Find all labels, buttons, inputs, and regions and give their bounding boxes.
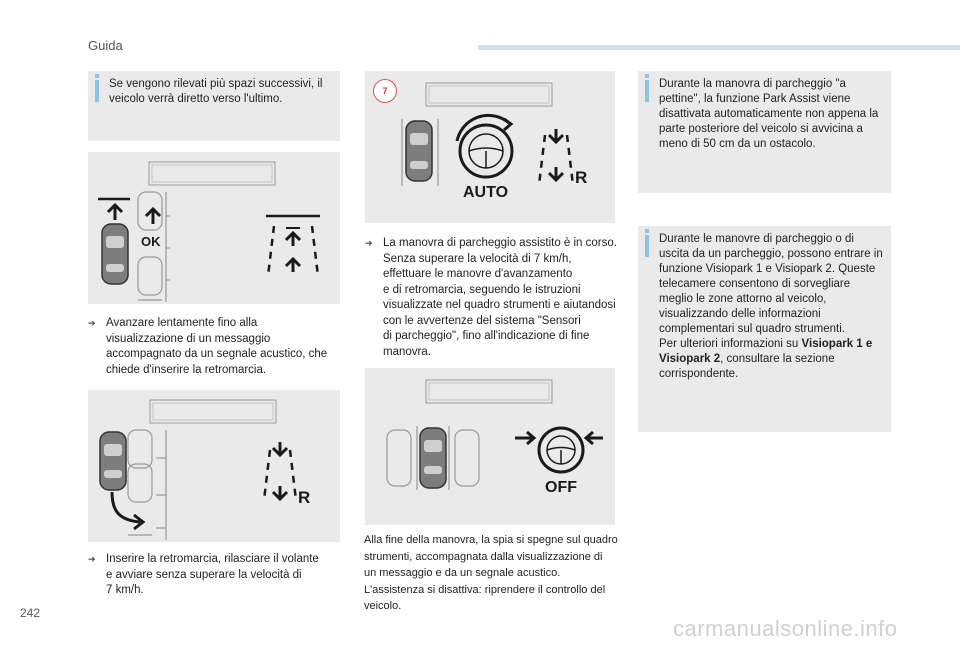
instruction-engage-reverse: ➔ Inserire la retromarcia, rilasciare il volante e avviare senza superare la velocità di 7 km/h. xyxy=(88,553,319,596)
bullet-arrow-icon: ➔ xyxy=(88,554,96,564)
info-note-multiple-spaces xyxy=(88,71,340,141)
diagram-reverse xyxy=(88,390,340,542)
instruction-maneuver-in-progress: ➔ La manovra di parcheggio assistito è in corso. Senza superare la velocità di 7 km/h, effettuare le manovre d'avanzamento e di retromarcia, seguendo le istruzioni visualizzate nel quadro strumenti e aiutandosi con le avvertenze del sistema "Sensori di parcheggio", fino all'indicazione di fine manovra. xyxy=(365,237,617,358)
diagram-forward-ok xyxy=(88,152,340,304)
diagram-off xyxy=(365,368,615,525)
reverse-r-label: R xyxy=(298,488,311,507)
info-note-visiopark xyxy=(638,226,891,432)
instruction-advance-slowly: ➔ Avanzare lentamente fino alla visualizzazione di un messaggio accompagnato da un segnale acustico, che chiede d'inserire la retromarcia. xyxy=(88,317,328,376)
reverse-r-label: R xyxy=(575,168,588,187)
end-of-maneuver-caption: Alla fine della manovra, la spia si spegne sul quadro strumenti, accompagnata dalla visualizzazione di un messaggio e da un segnale acustico. L'assistenza si disattiva: riprendere il controllo del veicolo. xyxy=(364,534,618,612)
note-text: Durante le manovre di parcheggio o di uscita da un parcheggio, possono entrare in funzione Visiopark 1 e Visiopark 2. Queste telecamere consentono di sorvegliare meglio le zone attorno al veicolo, visualizzando delle informazioni complementari sul quadro strumenti. Per ulteriori informazioni su Visiopark 1 e Visiopark 2, consultare la sezione corrispondente. xyxy=(659,233,883,380)
diagram-auto-steering xyxy=(365,71,615,223)
page-number: 242 xyxy=(20,606,41,620)
auto-label: AUTO xyxy=(463,184,509,201)
info-note-herringbone xyxy=(638,71,891,193)
bullet-arrow-icon: ➔ xyxy=(365,238,373,248)
section-title: Guida xyxy=(88,38,123,53)
note-text: Durante la manovra di parcheggio "a pettine", la funzione Park Assist viene disattivata automaticamente non appena la parte posteriore del veicolo si avvicina a meno di 50 cm da un ostacolo. xyxy=(659,78,879,150)
note-text: Se vengono rilevati più spazi successivi, il veicolo verrà diretto verso l'ultimo. xyxy=(109,78,323,105)
off-label: OFF xyxy=(545,479,577,496)
info-icon xyxy=(645,235,649,257)
info-icon xyxy=(95,80,99,102)
chapter-badge: 7 xyxy=(373,79,397,103)
bullet-arrow-icon: ➔ xyxy=(88,318,96,328)
info-icon xyxy=(645,80,649,102)
watermark: carmanualsonline.info xyxy=(673,616,898,641)
ok-label: OK xyxy=(141,234,161,249)
header-bar xyxy=(478,45,960,50)
